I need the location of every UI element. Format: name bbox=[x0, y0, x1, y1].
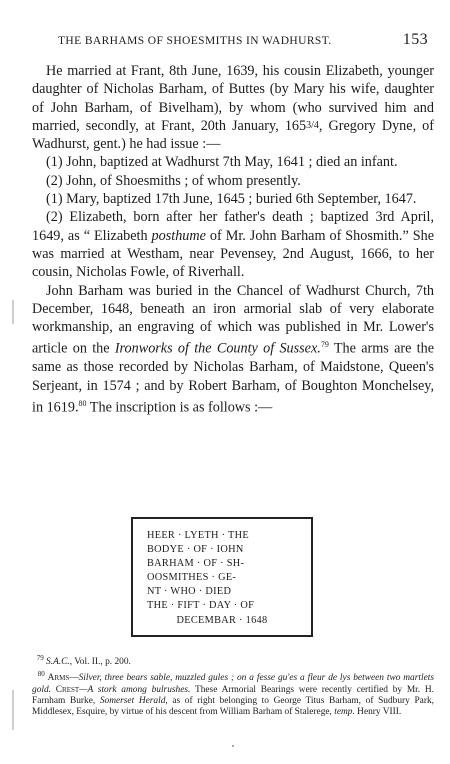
inscription-line: BODYE · OF · IOHN bbox=[147, 544, 244, 556]
inscription-line: HEER · LYETH · THE bbox=[147, 530, 249, 541]
inscription-box bbox=[131, 517, 313, 637]
paragraph-issue-john-2: (2) John, of Shoesmiths ; of whom presently. bbox=[46, 172, 301, 189]
inscription-line: OOSMITHES · GE- bbox=[147, 572, 237, 584]
paragraph-issue-elizabeth: (2) Elizabeth, born after her father's death ; baptized 3rd April, 1649, as “ Elizabeth posthume of Mr. John Barham of Shosmith.” She was married at Westham, near Pevensey, 2nd August, 1666, to her cousin, Nicholas Fowle, of Riverhall. bbox=[32, 209, 434, 281]
footnotes bbox=[32, 653, 434, 718]
paper-speck bbox=[232, 745, 234, 747]
margin-mark bbox=[12, 300, 14, 324]
running-title: THE BARHAMS OF SHOESMITHS IN WADHURST. bbox=[58, 35, 332, 47]
paragraph-issue-john-1: (1) John, baptized at Wadhurst 7th May, 1641 ; died an infant. bbox=[46, 154, 398, 171]
fraction-year: 3/4 bbox=[306, 119, 319, 131]
paragraph-issue-mary: (1) Mary, baptized 17th June, 1645 ; buried 6th September, 1647. bbox=[46, 191, 417, 208]
footnote-ref-79: 79 bbox=[320, 340, 329, 350]
page-number: 153 bbox=[402, 31, 428, 48]
inscription-text bbox=[147, 529, 297, 628]
footnote-ref-80: 80 bbox=[78, 399, 87, 409]
inscription-line: DECEMBAR · 1648 bbox=[176, 614, 268, 626]
body-text bbox=[32, 62, 434, 417]
running-header bbox=[38, 31, 428, 49]
inscription-line: THE · FIFT · DAY · OF bbox=[147, 600, 255, 612]
footnote-80: $^{80}$ Arms—Silver, three bears sable, muzzled gules ; on a fesse gu'es a fleur de lys between two martlets gold. Crest—A stork among bulrushes. These Armorial Bearings were recently certified by Mr. H. Farnham Burke, Somerset Herald, as of right belonging to George Titus Barham, of Sudbury Park, Middlesex, Esquire, by virtue of his descent from William Barham of Stalerege, temp. Henry VIII. bbox=[32, 670, 435, 718]
inscription-line: BARHAM · OF · SH- bbox=[147, 558, 245, 570]
margin-mark bbox=[12, 690, 14, 730]
footnote-79: $^{79}$ S.A.C., Vol. II., p. 200. bbox=[36, 654, 131, 668]
paragraph-marriage: He married at Frant, 8th June, 1639, his cousin Elizabeth, younger daughter of Nicholas Barham, of Buttes (by Mary his wife, daughter of John Barham, of Bivelham), by whom (who survived him and married, secondly, at Frant, 20th January, 1653/4, Gregory Dyne, of Wadhurst, gent.) he had issue :— bbox=[32, 63, 435, 153]
inscription-line: NT · WHO · DIED bbox=[147, 586, 232, 598]
paragraph-burial: John Barham was buried in the Chancel of Wadhurst Church, 7th December, 1648, beneath an iron armorial slab of very elaborate workmanship, an engraving of which was published in Mr. Lower's article on the Ironworks of the County of Sussex.$^{79}$ The arms are the same as those recorded by Nicholas Barham, of Maidstone, Queen's Serjeant, in 1574 ; and by Robert Barham, of Boughton Monchelsey, in 1619.80 The inscription is as follows :— bbox=[32, 282, 435, 416]
